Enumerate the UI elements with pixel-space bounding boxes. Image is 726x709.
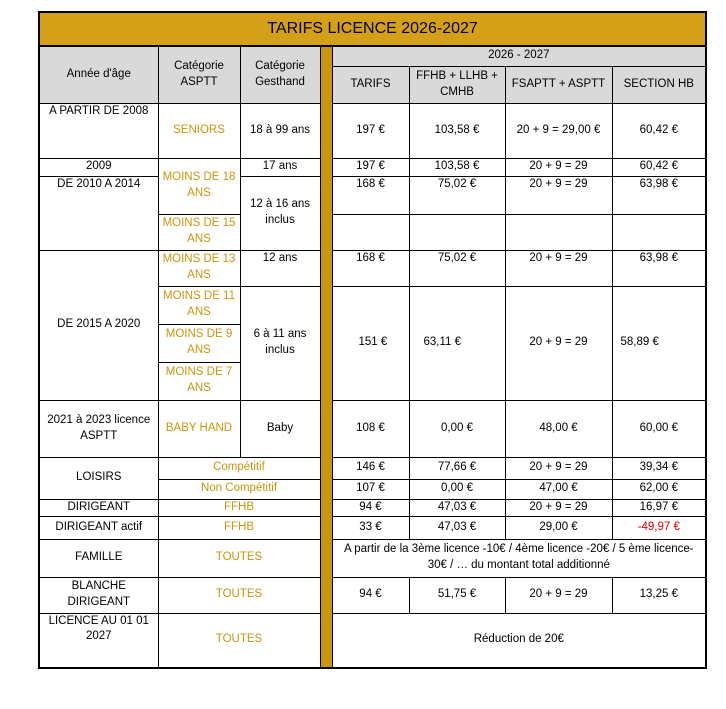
cell-section: 60,00 € [612, 400, 706, 457]
cell-categorie: Non Compétitif [158, 479, 320, 499]
cell-categorie-asptt: MOINS DE 13 ANS [158, 250, 240, 286]
cell-section: 13,25 € [612, 577, 706, 613]
cell-fsaptt: 29,00 € [505, 516, 612, 539]
cell-ffhb: 47,03 € [409, 516, 505, 539]
cell-categorie: TOUTES [158, 577, 320, 613]
cell-tarifs: 33 € [332, 516, 409, 539]
cell-categorie: FFHB [158, 516, 320, 539]
cell-categorie-asptt: MOINS DE 11 ANS [158, 286, 240, 324]
cell-fsaptt: 20 + 9 = 29 [505, 158, 612, 176]
cell-ffhb: 63,11 € [409, 286, 505, 400]
cell-annee: BLANCHE DIRIGEANT [39, 577, 158, 613]
cell-section: 16,97 € [612, 499, 706, 516]
header-section: SECTION HB [612, 66, 706, 103]
cell-annee: DE 2015 A 2020 [39, 250, 158, 400]
cell-fsaptt [505, 214, 612, 250]
cell-ffhb: 75,02 € [409, 176, 505, 214]
cell-categorie: Compétitif [158, 457, 320, 479]
cell-section: -49,97 € [612, 516, 706, 539]
table-row [39, 103, 706, 158]
header-ffhb: FFHB + LLHB + CMHB [409, 66, 505, 103]
cell-fsaptt: 20 + 9 = 29 [505, 176, 612, 214]
cell-categorie-asptt: BABY HAND [158, 400, 240, 457]
header-cat-gesthand: Catégorie Gesthand [240, 46, 320, 103]
cell-fsaptt: 20 + 9 = 29 [505, 457, 612, 479]
cell-annee: 2009 [39, 158, 158, 176]
cell-fsaptt: 48,00 € [505, 400, 612, 457]
table-row [39, 499, 706, 516]
cell-ffhb: 75,02 € [409, 250, 505, 286]
cell-categorie: TOUTES [158, 613, 320, 668]
cell-categorie-gesthand: 17 ans [240, 158, 320, 176]
cell-categorie-gesthand: 12 ans [240, 250, 320, 286]
tarifs-table [38, 11, 707, 669]
cell-tarifs: 151 € [332, 286, 409, 400]
cell-categorie: TOUTES [158, 539, 320, 577]
cell-categorie-gesthand: 6 à 11 ans inclus [240, 286, 320, 400]
header-fsaptt: FSAPTT + ASPTT [505, 66, 612, 103]
table-title: TARIFS LICENCE 2026-2027 [39, 12, 706, 46]
cell-tarifs: 146 € [332, 457, 409, 479]
cell-annee: DIRIGEANT actif [39, 516, 158, 539]
cell-annee: FAMILLE [39, 539, 158, 577]
cell-tarifs: 168 € [332, 176, 409, 214]
cell-categorie: FFHB [158, 499, 320, 516]
cell-ffhb: 47,03 € [409, 499, 505, 516]
cell-tarifs: 197 € [332, 158, 409, 176]
cell-section [612, 214, 706, 250]
cell-categorie-gesthand: 18 à 99 ans [240, 103, 320, 158]
cell-fsaptt: 20 + 9 = 29 [505, 286, 612, 400]
table-row [39, 400, 706, 457]
table-row [39, 613, 706, 668]
cell-tarifs [332, 214, 409, 250]
cell-categorie-asptt: SENIORS [158, 103, 240, 158]
table-row [39, 457, 706, 479]
cell-ffhb: 0,00 € [409, 479, 505, 499]
cell-categorie-gesthand: Baby [240, 400, 320, 457]
table-row [39, 577, 706, 613]
gold-separator [320, 46, 332, 668]
cell-section: 60,42 € [612, 158, 706, 176]
cell-section: 63,98 € [612, 176, 706, 214]
cell-reduction-note: Réduction de 20€ [332, 613, 706, 668]
cell-section: 63,98 € [612, 250, 706, 286]
cell-section: 39,34 € [612, 457, 706, 479]
cell-annee: LOISIRS [39, 457, 158, 499]
cell-ffhb: 0,00 € [409, 400, 505, 457]
cell-tarifs: 107 € [332, 479, 409, 499]
cell-famille-note: A partir de la 3ème licence -10€ / 4ème licence -20€ / 5 ème licence-30€ / … du montant total additionné [332, 539, 706, 577]
cell-categorie-asptt: MOINS DE 7 ANS [158, 362, 240, 400]
cell-section: 60,42 € [612, 103, 706, 158]
header-cat-asptt: Catégorie ASPTT [158, 46, 240, 103]
header-tarifs: TARIFS [332, 66, 409, 103]
cell-ffhb: 103,58 € [409, 158, 505, 176]
cell-tarifs: 197 € [332, 103, 409, 158]
header-annee: Année d'âge [39, 46, 158, 103]
cell-ffhb: 103,58 € [409, 103, 505, 158]
tarifs-sheet [38, 11, 705, 669]
cell-categorie-gesthand: 12 à 16 ans inclus [240, 176, 320, 250]
cell-section: 62,00 € [612, 479, 706, 499]
cell-annee: A PARTIR DE 2008 [39, 103, 158, 158]
cell-fsaptt: 20 + 9 = 29 [505, 250, 612, 286]
cell-fsaptt: 20 + 9 = 29 [505, 577, 612, 613]
cell-tarifs: 108 € [332, 400, 409, 457]
cell-tarifs: 94 € [332, 577, 409, 613]
cell-annee: LICENCE AU 01 01 2027 [39, 613, 158, 668]
table-row [39, 158, 706, 176]
cell-fsaptt: 47,00 € [505, 479, 612, 499]
cell-categorie-asptt: MOINS DE 18 ANS [158, 158, 240, 214]
cell-fsaptt: 20 + 9 = 29,00 € [505, 103, 612, 158]
table-row [39, 516, 706, 539]
cell-categorie-asptt: MOINS DE 9 ANS [158, 324, 240, 362]
cell-annee: DIRIGEANT [39, 499, 158, 516]
cell-ffhb: 51,75 € [409, 577, 505, 613]
title-row [39, 12, 706, 46]
cell-ffhb [409, 214, 505, 250]
header-period: 2026 - 2027 [332, 46, 706, 66]
cell-annee: 2021 à 2023 licence ASPTT [39, 400, 158, 457]
table-row [39, 176, 706, 214]
cell-categorie-asptt: MOINS DE 15 ANS [158, 214, 240, 250]
table-row [39, 250, 706, 286]
cell-section: 58,89 € [612, 286, 706, 400]
cell-ffhb: 77,66 € [409, 457, 505, 479]
header-row-1 [39, 46, 706, 66]
cell-tarifs: 94 € [332, 499, 409, 516]
table-row [39, 539, 706, 577]
cell-annee: DE 2010 A 2014 [39, 176, 158, 250]
cell-tarifs: 168 € [332, 250, 409, 286]
cell-fsaptt: 20 + 9 = 29 [505, 499, 612, 516]
